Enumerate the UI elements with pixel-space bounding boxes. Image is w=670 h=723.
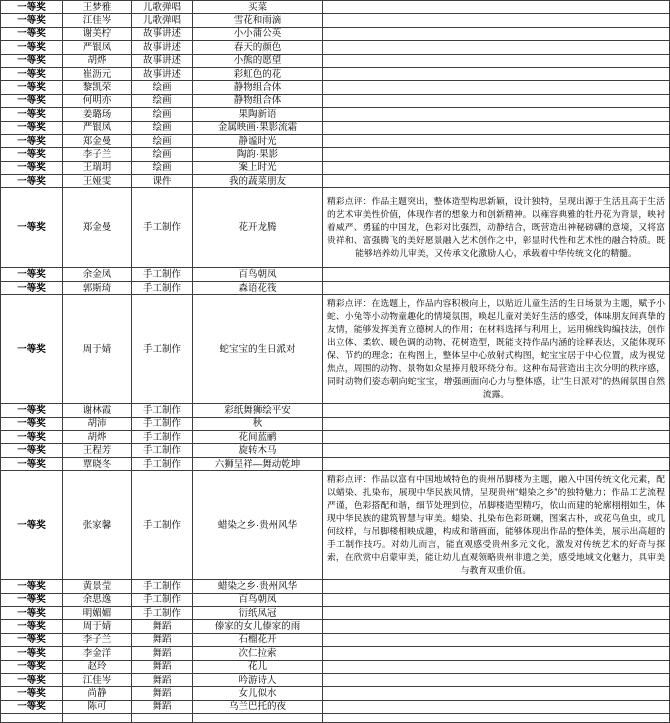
awards-table-body <box>1 1 670 723</box>
category-cell: 手工制作 <box>132 606 193 619</box>
table-row <box>1 161 670 174</box>
comment-cell <box>323 41 670 54</box>
work-title-cell: 静物组合体 <box>193 81 323 94</box>
name-cell: 李子兰 <box>63 148 132 161</box>
comment-cell <box>323 67 670 80</box>
work-title-cell: 花儿 <box>193 660 323 673</box>
name-cell: 崔沥元 <box>63 67 132 80</box>
name-cell: 张家馨 <box>63 471 132 580</box>
category-cell: 手工制作 <box>132 580 193 593</box>
comment-cell <box>323 687 670 700</box>
table-row <box>1 295 670 404</box>
comment-cell: 精彩点评：作品主题突出，整体造型构思新颖，设计独特，呈现出源于生活且高于生活的艺术审美性价值，体现作者的想象力和创新精神。以雍容典雅的牡丹花为背景，映衬着威严、勇猛的中国龙，色彩对比强烈，动静结合，既营造出神秘磅礴的意境，又将富贵祥和、富强腾飞的美好愿景融入艺术创作之中，彰显时代性和艺术性的融合特质。既能够培养幼儿审美，又传承文化激励人心，承载着中华传统文化的精髓。 <box>323 188 670 268</box>
category-cell: 故事讲述 <box>132 41 193 54</box>
award-cell: 一等奖 <box>1 687 63 700</box>
work-title-cell: 傣家的女儿傣家的雨 <box>193 620 323 633</box>
name-cell: 王程芳 <box>63 444 132 457</box>
award-cell: 一等奖 <box>1 281 63 294</box>
award-cell <box>1 714 63 723</box>
award-cell: 一等奖 <box>1 295 63 404</box>
comment-cell <box>323 14 670 27</box>
name-cell: 余金凤 <box>63 268 132 281</box>
category-cell: 手工制作 <box>132 417 193 430</box>
work-title-cell: 秋 <box>193 417 323 430</box>
award-cell: 一等奖 <box>1 593 63 606</box>
work-title-cell: 买菜 <box>193 1 323 14</box>
name-cell: 周于婧 <box>63 620 132 633</box>
name-cell: 严银凤 <box>63 41 132 54</box>
category-cell: 绘画 <box>132 161 193 174</box>
work-title-cell: 金属映画·果影流霜 <box>193 121 323 134</box>
comment-cell <box>323 281 670 294</box>
category-cell: 儿歌弹唱 <box>132 1 193 14</box>
table-row <box>1 175 670 188</box>
table-row <box>1 94 670 107</box>
award-cell: 一等奖 <box>1 471 63 580</box>
name-cell: 江佳岑 <box>63 673 132 686</box>
award-cell: 一等奖 <box>1 81 63 94</box>
work-title-cell: 次仁拉索 <box>193 647 323 660</box>
work-title-cell: 蛇宝宝的生日派对 <box>193 295 323 404</box>
category-cell: 故事讲述 <box>132 54 193 67</box>
table-row <box>1 606 670 619</box>
name-cell: 王瑞玥 <box>63 161 132 174</box>
comment-cell <box>323 54 670 67</box>
table-row <box>1 444 670 457</box>
work-title-cell: 吟游诗人 <box>193 673 323 686</box>
work-title-cell: 静物组合体 <box>193 94 323 107</box>
award-cell: 一等奖 <box>1 647 63 660</box>
work-title-cell: 彩虹色的花 <box>193 67 323 80</box>
table-row <box>1 134 670 147</box>
award-cell: 一等奖 <box>1 148 63 161</box>
work-title-cell: 百鸟朝凤 <box>193 268 323 281</box>
category-cell: 手工制作 <box>132 281 193 294</box>
category-cell: 绘画 <box>132 108 193 121</box>
award-cell: 一等奖 <box>1 67 63 80</box>
comment-cell <box>323 444 670 457</box>
work-title-cell: 蜡染之乡·贵州风华 <box>193 471 323 580</box>
name-cell: 严银凤 <box>63 121 132 134</box>
work-title-cell: 我的蔬菜朋友 <box>193 175 323 188</box>
name-cell: 谢林霞 <box>63 404 132 417</box>
comment-cell <box>323 606 670 619</box>
table-row <box>1 1 670 14</box>
award-cell: 一等奖 <box>1 417 63 430</box>
table-row <box>1 431 670 444</box>
table-row <box>1 700 670 713</box>
table-row <box>1 404 670 417</box>
name-cell: 周于婧 <box>63 295 132 404</box>
category-cell: 绘画 <box>132 134 193 147</box>
comment-cell: 精彩点评：在选题上，作品内容积极向上，以贴近儿童生活的生日场景为主题，赋予小蛇、小兔等小动物童趣化的情境氛围，唤起儿童对美好生活的感受，体味朋友间真挚的友情，能够发挥美育立德树人的作用；在材料选择与利用上，运用棉线钩编技法，创作出立体、柔软、暖色调的动物、花树造型，既能支持作品内涵的诠释表达，又能体现环保、节约的理念；在构图上，整体呈中心放射式构图，蛇宝宝居于中心位置，成为视觉焦点，周围的动物、景物如众星捧月般环绕分布。这种布局营造出主次分明的秩序感，同时动物们姿态朝向蛇宝宝，增强画面向心力与整体感，让“生日派对”的热闹氛围自然流露。 <box>323 295 670 404</box>
category-cell: 绘画 <box>132 81 193 94</box>
work-title-cell: 陶韵·果影 <box>193 148 323 161</box>
category-cell: 手工制作 <box>132 188 193 268</box>
award-cell: 一等奖 <box>1 431 63 444</box>
category-cell: 绘画 <box>132 148 193 161</box>
category-cell: 舞蹈 <box>132 687 193 700</box>
work-title-cell: 石榴花开 <box>193 633 323 646</box>
comment-cell <box>323 673 670 686</box>
award-cell: 一等奖 <box>1 161 63 174</box>
category-cell: 手工制作 <box>132 431 193 444</box>
category-cell: 舞蹈 <box>132 673 193 686</box>
comment-cell <box>323 457 670 470</box>
name-cell: 郑金曼 <box>63 134 132 147</box>
comment-cell <box>323 94 670 107</box>
award-cell: 一等奖 <box>1 620 63 633</box>
name-cell: 李子兰 <box>63 633 132 646</box>
table-row <box>1 281 670 294</box>
table-row <box>1 54 670 67</box>
comment-cell <box>323 108 670 121</box>
partial-row <box>1 714 670 723</box>
name-cell: 胡烨 <box>63 54 132 67</box>
name-cell: 谢美柠 <box>63 27 132 40</box>
award-cell: 一等奖 <box>1 1 63 14</box>
table-row <box>1 660 670 673</box>
comment-cell <box>323 593 670 606</box>
work-title-cell: 百鸟朝凤 <box>193 593 323 606</box>
work-title-cell: 森语花筏 <box>193 281 323 294</box>
name-cell: 陈可 <box>63 700 132 713</box>
work-title-cell: 果陶新语 <box>193 108 323 121</box>
comment-cell <box>323 134 670 147</box>
name-cell: 尚静 <box>63 687 132 700</box>
name-cell: 王梦雅 <box>63 1 132 14</box>
award-cell: 一等奖 <box>1 27 63 40</box>
name-cell: 王娅雯 <box>63 175 132 188</box>
work-title-cell: 小小蒲公英 <box>193 27 323 40</box>
comment-cell <box>323 633 670 646</box>
award-cell: 一等奖 <box>1 606 63 619</box>
table-row <box>1 687 670 700</box>
work-title-cell: 女儿似水 <box>193 687 323 700</box>
work-title-cell: 小熊的愿望 <box>193 54 323 67</box>
award-cell: 一等奖 <box>1 444 63 457</box>
comment-cell <box>323 620 670 633</box>
category-cell: 舞蹈 <box>132 647 193 660</box>
table-row <box>1 148 670 161</box>
table-row <box>1 580 670 593</box>
name-cell: 胡烨 <box>63 431 132 444</box>
name-cell: 黄景莹 <box>63 580 132 593</box>
comment-cell <box>323 175 670 188</box>
work-title-cell: 案上时光 <box>193 161 323 174</box>
table-row <box>1 67 670 80</box>
table-row <box>1 471 670 580</box>
award-cell: 一等奖 <box>1 175 63 188</box>
award-cell: 一等奖 <box>1 660 63 673</box>
category-cell: 手工制作 <box>132 404 193 417</box>
table-row <box>1 457 670 470</box>
category-cell: 手工制作 <box>132 457 193 470</box>
name-cell: 黎凯荣 <box>63 81 132 94</box>
table-row <box>1 27 670 40</box>
comment-cell <box>323 268 670 281</box>
category-cell: 舞蹈 <box>132 620 193 633</box>
comment-cell <box>323 27 670 40</box>
name-cell: 郭斯琦 <box>63 281 132 294</box>
award-cell: 一等奖 <box>1 41 63 54</box>
award-cell: 一等奖 <box>1 404 63 417</box>
table-row <box>1 673 670 686</box>
award-cell: 一等奖 <box>1 580 63 593</box>
award-cell: 一等奖 <box>1 14 63 27</box>
award-cell: 一等奖 <box>1 673 63 686</box>
table-row <box>1 41 670 54</box>
comment-cell <box>323 700 670 713</box>
name-cell: 赵玲 <box>63 660 132 673</box>
name-cell: 余思逸 <box>63 593 132 606</box>
name-cell: 姜璐玚 <box>63 108 132 121</box>
award-cell: 一等奖 <box>1 54 63 67</box>
work-title-cell: 旋转木马 <box>193 444 323 457</box>
award-cell: 一等奖 <box>1 700 63 713</box>
name-cell <box>63 714 132 723</box>
table-row <box>1 633 670 646</box>
category-cell: 舞蹈 <box>132 660 193 673</box>
work-title-cell: 花间蓝鹂 <box>193 431 323 444</box>
work-title-cell <box>193 714 323 723</box>
work-title-cell: 花开龙腾 <box>193 188 323 268</box>
comment-cell: 精彩点评：作品以富有中国地域特色的贵州吊脚楼为主题，融入中国传统文化元素，配以蜡染、扎染布，展现中华民族风情，呈现贵州“蜡染之乡”的独特魅力；作品工艺流程严谨，色彩搭配和谐，细节处理到位，吊脚楼造型精巧，依山而建的轮廓栩栩如生，体现中华民族的建筑智慧与审美。蜡染、扎染布色彩斑斓，图案古朴，或花鸟鱼虫，或几何纹样，与吊脚楼相映成趣，构成和谐画面，能够体现出作品的整体美，展示出高超的手工制作技巧。对幼儿而言，能直观感受贵州多元文化，激发对传统艺术的好奇与探索，在欣赏中启蒙审美，能让幼儿直观领略贵州非遗之美，感受地域文化魅力，具审美与教育双重价值。 <box>323 471 670 580</box>
comment-cell <box>323 81 670 94</box>
comment-cell <box>323 660 670 673</box>
award-cell: 一等奖 <box>1 457 63 470</box>
work-title-cell: 春天的颜色 <box>193 41 323 54</box>
table-row <box>1 121 670 134</box>
work-title-cell: 静谧时光 <box>193 134 323 147</box>
work-title-cell: 六狮呈祥—舞动乾坤 <box>193 457 323 470</box>
name-cell: 何明亦 <box>63 94 132 107</box>
category-cell: 绘画 <box>132 94 193 107</box>
work-title-cell: 乌兰巴托的夜 <box>193 700 323 713</box>
table-row <box>1 14 670 27</box>
award-cell: 一等奖 <box>1 134 63 147</box>
table-row <box>1 81 670 94</box>
category-cell: 舞蹈 <box>132 700 193 713</box>
comment-cell <box>323 417 670 430</box>
table-row <box>1 620 670 633</box>
award-cell: 一等奖 <box>1 94 63 107</box>
category-cell: 课件 <box>132 175 193 188</box>
award-cell: 一等奖 <box>1 188 63 268</box>
work-title-cell: 彩纸舞狮绘平安 <box>193 404 323 417</box>
name-cell: 江佳岑 <box>63 14 132 27</box>
comment-cell <box>323 1 670 14</box>
comment-cell <box>323 404 670 417</box>
work-title-cell: 衍纸凤冠 <box>193 606 323 619</box>
category-cell: 手工制作 <box>132 295 193 404</box>
work-title-cell: 雪花和雨滴 <box>193 14 323 27</box>
category-cell: 手工制作 <box>132 471 193 580</box>
comment-cell <box>323 714 670 723</box>
category-cell: 故事讲述 <box>132 67 193 80</box>
name-cell: 胡沛 <box>63 417 132 430</box>
comment-cell <box>323 121 670 134</box>
award-cell: 一等奖 <box>1 121 63 134</box>
name-cell: 李金洋 <box>63 647 132 660</box>
table-row <box>1 268 670 281</box>
comment-cell <box>323 148 670 161</box>
category-cell: 故事讲述 <box>132 27 193 40</box>
category-cell: 手工制作 <box>132 268 193 281</box>
category-cell: 手工制作 <box>132 593 193 606</box>
name-cell: 郑金曼 <box>63 188 132 268</box>
name-cell: 明媚媚 <box>63 606 132 619</box>
award-cell: 一等奖 <box>1 268 63 281</box>
comment-cell <box>323 431 670 444</box>
category-cell: 舞蹈 <box>132 633 193 646</box>
category-cell: 手工制作 <box>132 444 193 457</box>
table-row <box>1 417 670 430</box>
table-row <box>1 108 670 121</box>
name-cell: 覃晓冬 <box>63 457 132 470</box>
award-cell: 一等奖 <box>1 108 63 121</box>
award-cell: 一等奖 <box>1 633 63 646</box>
comment-cell <box>323 647 670 660</box>
table-row <box>1 647 670 660</box>
table-row <box>1 188 670 268</box>
category-cell: 绘画 <box>132 121 193 134</box>
category-cell <box>132 714 193 723</box>
category-cell: 儿歌弹唱 <box>132 14 193 27</box>
work-title-cell: 蜡染之乡·贵州风华 <box>193 580 323 593</box>
comment-cell <box>323 580 670 593</box>
comment-cell <box>323 161 670 174</box>
table-row <box>1 593 670 606</box>
